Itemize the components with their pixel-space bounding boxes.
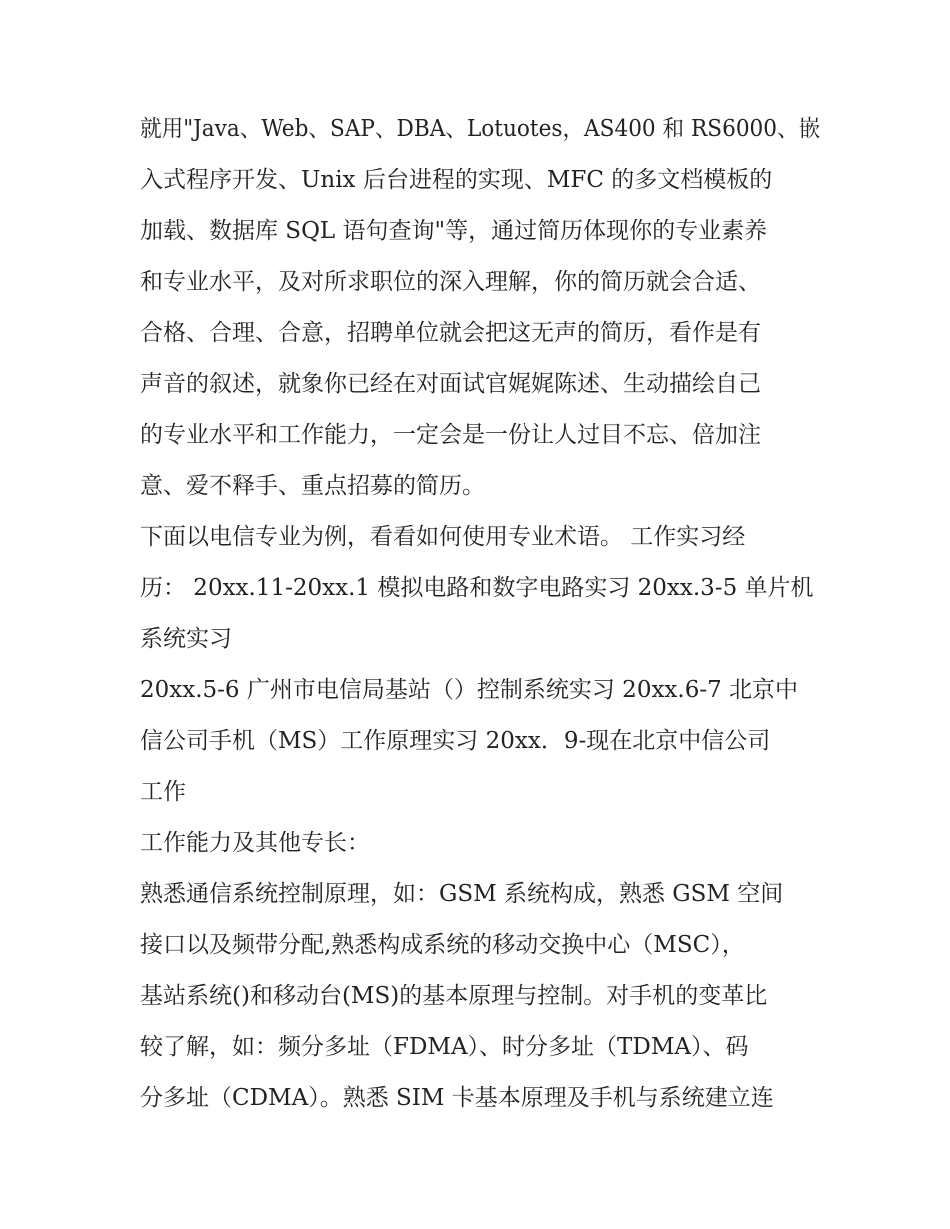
text-line: 历： 20xx.11-20xx.1 模拟电路和数字电路实习 20xx.3-5 单片机 <box>140 575 814 601</box>
text-line: 的专业水平和工作能力，一定会是一份让人过目不忘、倍加注 <box>140 422 761 448</box>
text-line: 工作 <box>140 779 186 805</box>
text-line: 入式程序开发、Unix 后台进程的实现、MFC 的多文档模板的 <box>140 167 773 193</box>
text-line: 信公司手机（MS）工作原理实习 20xx．9-现在北京中信公司 <box>140 728 771 754</box>
text-line: 声音的叙述，就象你已经在对面试官娓娓陈述、生动描绘自己 <box>140 371 761 397</box>
text-line: 较了解，如：频分多址（FDMA）、时分多址（TDMA）、码 <box>140 1034 749 1060</box>
text-line: 系统实习 <box>140 626 232 652</box>
text-line: 和专业水平，及对所求职位的深入理解，你的简历就会合适、 <box>140 269 761 295</box>
text-line: 20xx.5-6 广州市电信局基站（）控制系统实习 20xx.6-7 北京中 <box>140 677 799 703</box>
text-line: 合格、合理、合意，招聘单位就会把这无声的简历，看作是有 <box>140 320 761 346</box>
text-line: 加载、数据库 SQL 语句查询"等，通过简历体现你的专业素养 <box>140 218 768 244</box>
text-line: 工作能力及其他专长： <box>140 830 370 856</box>
text-line: 基站系统()和移动台(MS)的基本原理与控制。对手机的变革比 <box>140 983 768 1009</box>
text-line: 下面以电信专业为例，看看如何使用专业术语。 工作实习经 <box>140 524 746 550</box>
text-line: 意、爱不释手、重点招募的简历。 <box>140 473 485 499</box>
text-line: 就用"Java、Web、SAP、DBA、Lotuotes，AS400 和 RS6000、嵌 <box>140 116 821 142</box>
text-line: 分多址（CDMA）。熟悉 SIM 卡基本原理及手机与系统建立连 <box>140 1085 774 1111</box>
text-line: 接口以及频带分配,熟悉构成系统的移动交换中心（MSC）， <box>140 932 745 958</box>
document-body <box>140 104 820 1124</box>
text-line: 熟悉通信系统控制原理，如：GSM 系统构成，熟悉 GSM 空间 <box>140 881 784 907</box>
